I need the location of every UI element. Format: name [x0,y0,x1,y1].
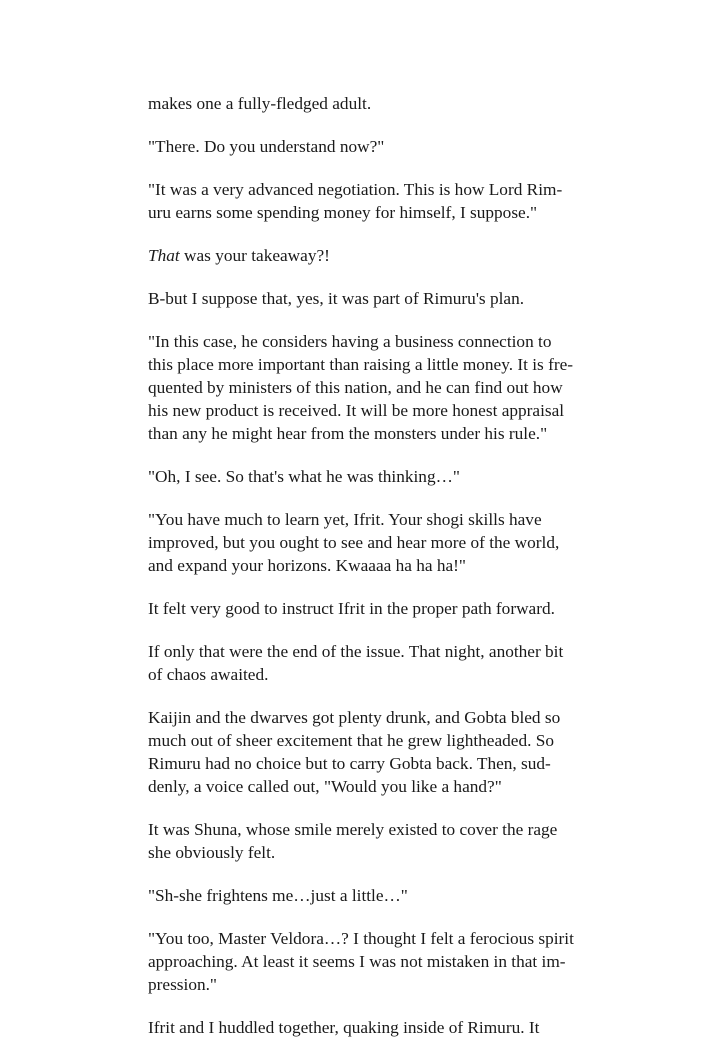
paragraph-11: Kaijin and the dwarves got plenty drunk, and Gobta bled so much out of sheer excitement that he grew lightheaded. So Rimuru had no choice but to carry Gobta back. Then, sud- denly, a voice called out, "Would you like a hand?" [148,708,561,796]
paragraph-7: "Oh, I see. So that's what he was thinking…" [148,467,460,486]
paragraph-14: "You too, Master Veldora…? I thought I felt a ferocious spirit approaching. At least it seems I was not mistaken in that im- pression." [148,929,574,994]
paragraph-13: "Sh-she frightens me…just a little…" [148,886,408,905]
paragraph-10: If only that were the end of the issue. That night, another bit of chaos awaited. [148,642,564,684]
paragraph-3: "It was a very advanced negotiation. This is how Lord Rim- uru earns some spending money for himself, I suppose." [148,180,563,222]
paragraph-8: "You have much to learn yet, Ifrit. Your shogi skills have improved, but you ought to see and hear more of the world, and expand your horizons. Kwaaaa ha ha ha!" [148,510,560,575]
paragraph-9: It felt very good to instruct Ifrit in the proper path forward. [148,599,555,618]
paragraph-6: "In this case, he considers having a business connection to this place more important than raising a little money. It is fre- quented by ministers of this nation, and he can find out how his new product is received. It will be more honest appraisal than any he might hear from the monsters under his rule." [148,332,574,443]
paragraph-12: It was Shuna, whose smile merely existed to cover the rage she obviously felt. [148,820,558,862]
paragraph-4-rest: was your takeaway?! [184,246,330,265]
paragraph-1: makes one a fully-fledged adult. [148,94,372,113]
paragraph-15: Ifrit and I huddled together, quaking inside of Rimuru. It [148,1018,540,1037]
paragraph-2: "There. Do you understand now?" [148,137,385,156]
paragraph-4 [148,244,578,267]
paragraph-5: B-but I suppose that, yes, it was part of Rimuru's plan. [148,289,525,308]
page-body-text [148,92,578,1059]
italic-word: That [148,246,180,265]
